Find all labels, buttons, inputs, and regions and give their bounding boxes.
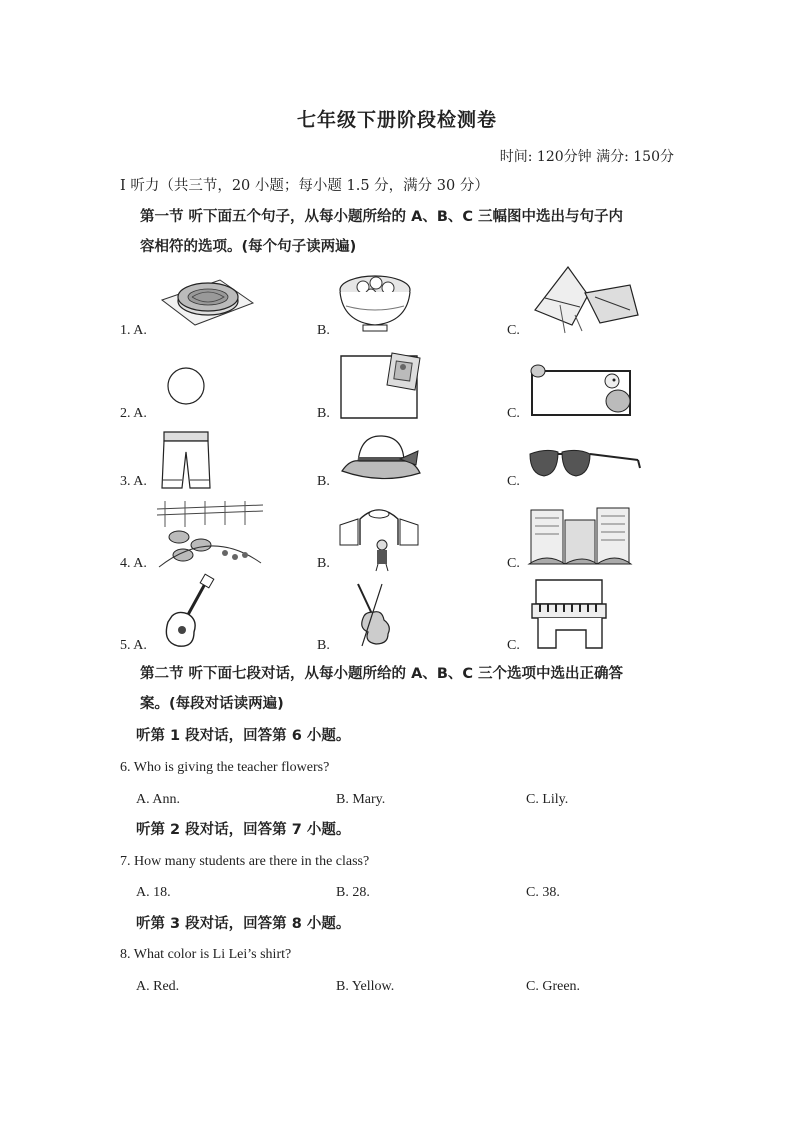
piano-icon[interactable] xyxy=(530,578,610,650)
question-1-label: 1. A. xyxy=(120,323,147,338)
amusement-park-icon[interactable] xyxy=(155,497,265,571)
question-8-option-c[interactable]: C. Green. xyxy=(526,979,581,994)
dialog-2-intro: 听第 2 段对话，回答第 7 小题。 xyxy=(136,822,351,838)
dumpling-bowl-icon[interactable] xyxy=(338,270,413,335)
buildings-icon[interactable] xyxy=(527,500,633,570)
part1-instruction-line2: 容相符的选项。(每个句子读两遍) xyxy=(140,239,357,255)
question-4-option-b: B. xyxy=(317,556,330,571)
question-7-text: 7. How many students are there in the class? xyxy=(120,854,370,869)
time-info: 时间: 120分钟 满分: 150分 xyxy=(499,149,674,165)
question-8-option-a[interactable]: A. Red. xyxy=(136,979,180,994)
question-8-text: 8. What color is Li Lei’s shirt? xyxy=(120,947,292,962)
question-5-label: 5. A. xyxy=(120,638,147,653)
question-3-option-b: B. xyxy=(317,474,330,489)
question-6-option-a[interactable]: A. Ann. xyxy=(136,792,180,807)
question-7-option-a[interactable]: A. 18. xyxy=(136,885,171,900)
dialog-3-intro: 听第 3 段对话，回答第 8 小题。 xyxy=(136,916,351,932)
question-4-label: 4. A. xyxy=(120,556,147,571)
question-3-option-c: C. xyxy=(507,474,520,489)
question-5-option-c: C. xyxy=(507,638,520,653)
turtle-card-icon[interactable] xyxy=(528,361,636,417)
question-5-option-b: B. xyxy=(317,638,330,653)
question-7-option-b[interactable]: B. 28. xyxy=(336,885,370,900)
mooncake-icon[interactable] xyxy=(160,275,255,330)
page-title: 七年级下册阶段检测卷 xyxy=(296,109,497,131)
sunglasses-icon[interactable] xyxy=(528,446,643,480)
question-6-option-b[interactable]: B. Mary. xyxy=(336,792,386,807)
part1-instruction-line1: 第一节 听下面五个句子，从每小题所给的 A、B、C 三幅图中选出与句子内 xyxy=(140,209,624,225)
question-2-option-c: C. xyxy=(507,406,520,421)
question-3-label: 3. A. xyxy=(120,474,147,489)
dialog-1-intro: 听第 1 段对话，回答第 6 小题。 xyxy=(136,728,351,744)
question-7-option-c[interactable]: C. 38. xyxy=(526,885,560,900)
violin-icon[interactable] xyxy=(348,582,398,648)
question-1-option-b: B. xyxy=(317,323,330,338)
zoo-gate-icon[interactable] xyxy=(338,505,420,571)
question-1-option-c: C. xyxy=(507,323,520,338)
question-6-text: 6. Who is giving the teacher flowers? xyxy=(120,760,330,775)
pants-icon[interactable] xyxy=(160,430,212,490)
question-2-label: 2. A. xyxy=(120,406,147,421)
part2-instruction-line1: 第二节 听下面七段对话，从每小题所给的 A、B、C 三个选项中选出正确答 xyxy=(140,666,624,682)
hat-icon[interactable] xyxy=(340,433,422,485)
question-6-option-c[interactable]: C. Lily. xyxy=(526,792,569,807)
part2-instruction-line2: 案。(每段对话读两遍) xyxy=(140,696,284,712)
circle-icon[interactable] xyxy=(166,366,206,406)
photo-frame-icon[interactable] xyxy=(340,352,420,420)
guitar-icon[interactable] xyxy=(160,576,215,648)
section-heading-listening: I 听力（共三节，20 小题；每小题 1.5 分，满分 30 分） xyxy=(120,178,489,194)
question-8-option-b[interactable]: B. Yellow. xyxy=(336,979,395,994)
zongzi-icon[interactable] xyxy=(530,265,640,335)
question-2-option-b: B. xyxy=(317,406,330,421)
question-4-option-c: C. xyxy=(507,556,520,571)
